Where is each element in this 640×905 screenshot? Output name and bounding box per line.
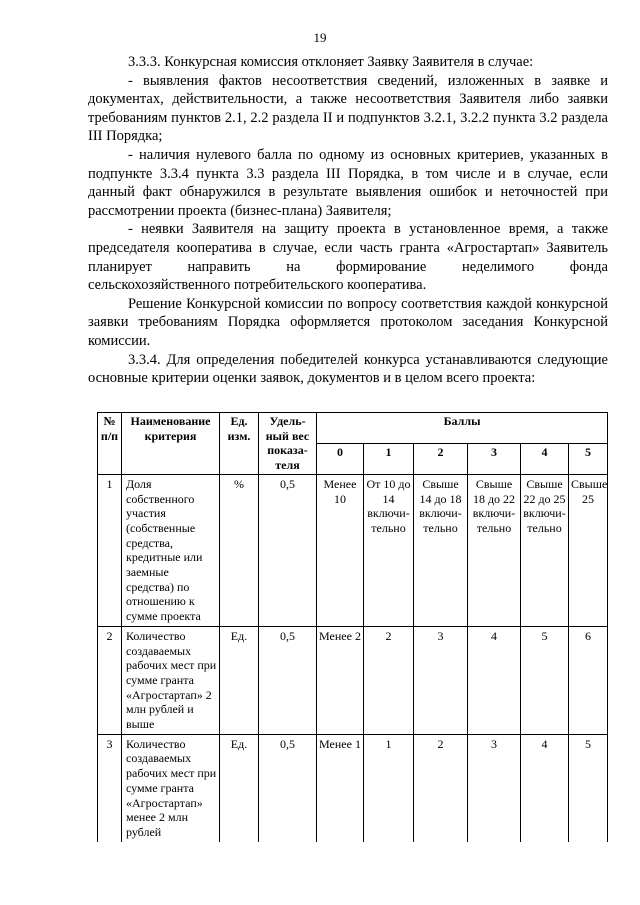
- row-value: Свыше 14 до 18 включи-тельно: [414, 474, 468, 626]
- row-num: 3: [98, 734, 122, 841]
- header-score: 4: [521, 443, 569, 474]
- row-value: 5: [521, 626, 569, 734]
- header-weight: Удель-ный вес показа-теля: [259, 413, 317, 475]
- header-score: 0: [317, 443, 364, 474]
- row-unit: %: [220, 474, 259, 626]
- row-criterion: Количество создаваемых рабочих мест при сумме гранта «Агростартап» менее 2 млн рублей: [122, 734, 220, 841]
- row-weight: 0,5: [259, 734, 317, 841]
- row-value: Свыше 18 до 22 включи-тельно: [468, 474, 521, 626]
- document-body: [88, 53, 608, 388]
- table-row: [98, 474, 608, 626]
- bullet-facts: - выявления фактов несоответствия сведений, изложенных в заявке и документах, действительности, а также несоответствия Заявителя либо заявки требованиям пунктов 2.1, 2.2 раздела II и подпунктов 3.2.1, 3.2.2 пункта 3.2 раздела III Порядка;: [88, 72, 608, 145]
- row-weight: 0,5: [259, 626, 317, 734]
- header-unit: Ед. изм.: [220, 413, 259, 475]
- row-value: 4: [521, 734, 569, 841]
- bullet-no-show: - неявки Заявителя на защиту проекта в установленное время, а также председателя кооператива в случае, если часть гранта «Агростартап» Заявитель планирует направить на формирование неделимого фонда: [88, 221, 608, 275]
- table-row: [98, 626, 608, 734]
- header-score: 5: [569, 443, 608, 474]
- row-value: Свыше 25: [569, 474, 608, 626]
- row-value: 6: [569, 626, 608, 734]
- row-num: 2: [98, 626, 122, 734]
- row-value: От 10 до 14 включи-тельно: [364, 474, 414, 626]
- paragraph-decision: Решение Конкурсной комиссии по вопросу соответствия каждой конкурсной заявки требованиям Порядка оформляется протоколом заседания Конкурсной комиссии.: [88, 295, 608, 349]
- header-points: Баллы: [317, 413, 608, 444]
- row-weight: 0,5: [259, 474, 317, 626]
- row-value: 3: [468, 734, 521, 841]
- header-score: 3: [468, 443, 521, 474]
- row-criterion: Количество создаваемых рабочих мест при сумме гранта «Агростартап» 2 млн рублей и выше: [122, 626, 220, 734]
- criteria-table: [97, 412, 608, 842]
- row-unit: Ед.: [220, 734, 259, 841]
- bullet-no-show-end: сельскохозяйственного потребительского кооператива.: [88, 277, 427, 294]
- row-value: 2: [364, 626, 414, 734]
- row-value: Свыше 22 до 25 включи-тельно: [521, 474, 569, 626]
- row-value: 1: [364, 734, 414, 841]
- header-score: 1: [364, 443, 414, 474]
- paragraph-3-3-3: 3.3.3. Конкурсная комиссия отклоняет Заявку Заявителя в случае:: [128, 54, 534, 70]
- header-row: [98, 413, 608, 444]
- row-value: Менее 1: [317, 734, 364, 841]
- header-score: 2: [414, 443, 468, 474]
- row-value: Менее 2: [317, 626, 364, 734]
- row-value: 5: [569, 734, 608, 841]
- bullet-zero-score: - наличия нулевого балла по одному из основных критериев, указанных в подпункте 3.3.4 пункта 3.3 раздела III Порядка, в том числе и в случае, если данный факт обнаружился в результате выявления ошибок и неточностей при рассмотрении проекта (бизнес-плана) Заявителя;: [88, 146, 608, 219]
- row-num: 1: [98, 474, 122, 626]
- table-row: [98, 734, 608, 841]
- row-unit: Ед.: [220, 626, 259, 734]
- paragraph-3-3-4: 3.3.4. Для определения победителей конкурса устанавливаются следующие основные критерии оценки заявок, документов и в целом всего проекта:: [88, 351, 608, 387]
- row-value: 3: [414, 626, 468, 734]
- row-value: 2: [414, 734, 468, 841]
- row-value: Менее 10: [317, 474, 364, 626]
- header-num: № п/п: [98, 413, 122, 475]
- row-value: 4: [468, 626, 521, 734]
- row-criterion: Доля собственного участия (собственные средства, кредитные или заемные средства) по отношению к сумме проекта: [122, 474, 220, 626]
- page-number: 19: [313, 30, 327, 45]
- header-name: Наименование критерия: [122, 413, 220, 475]
